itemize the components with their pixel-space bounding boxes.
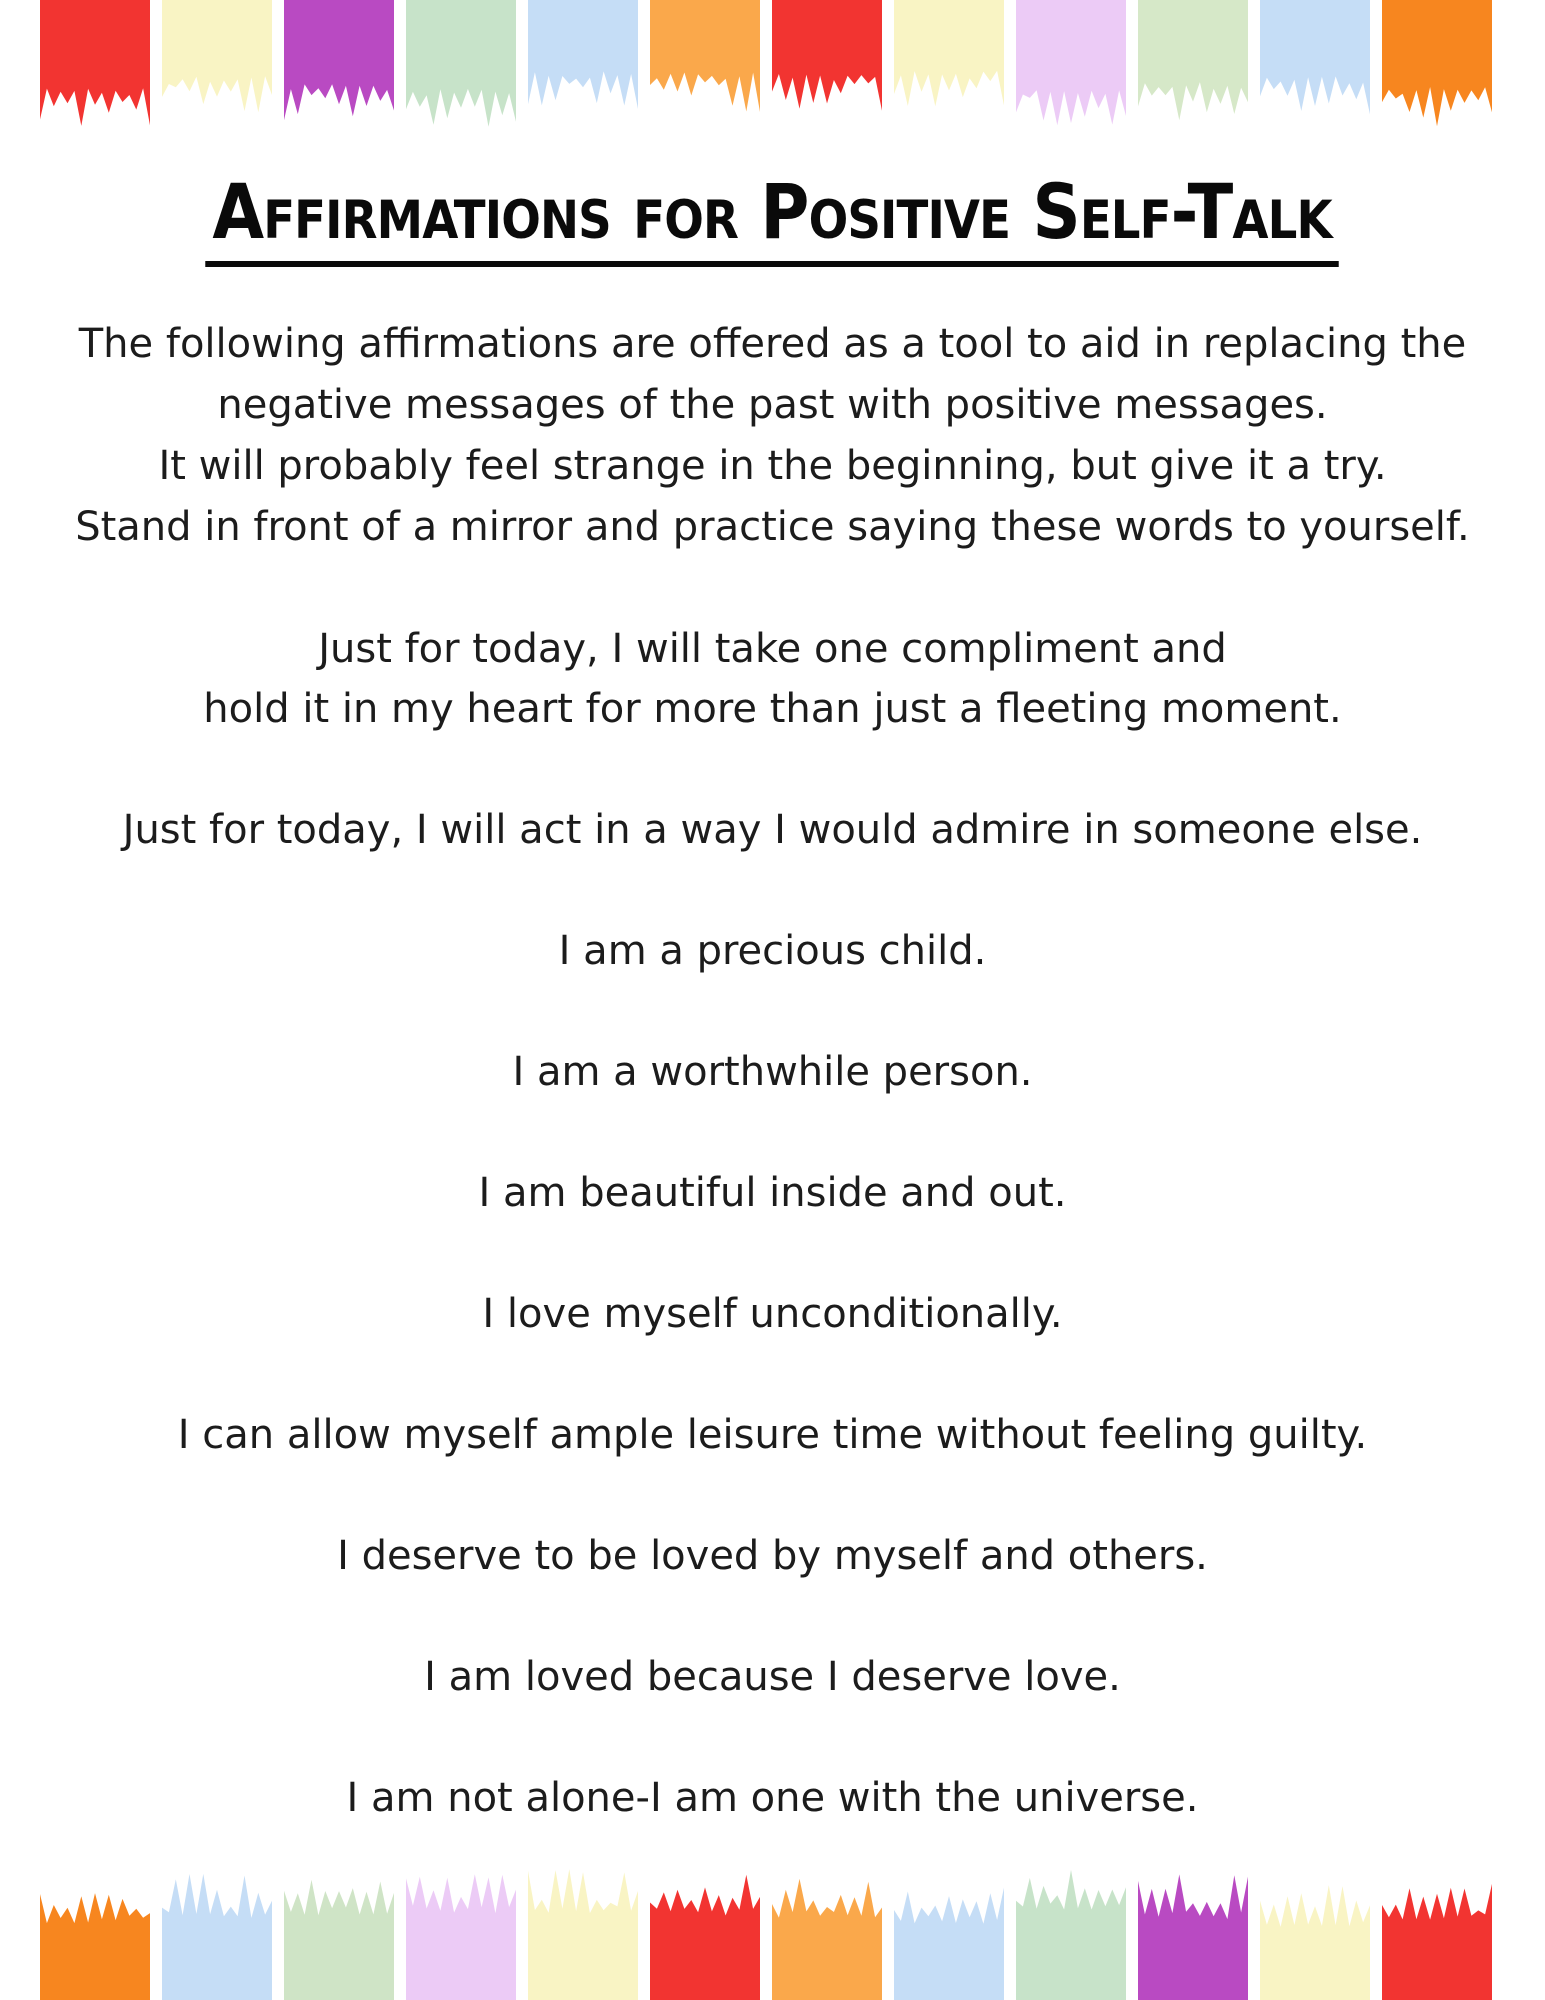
brush-stripe <box>528 0 638 109</box>
top-stripes-graphic <box>0 0 1545 160</box>
brush-stripe <box>528 1869 638 2000</box>
affirmation-1-line-1: Just for today, I will take one compliment and <box>318 626 1227 672</box>
affirmation-3: I am a precious child. <box>558 928 987 974</box>
brush-stripe <box>894 1888 1004 2000</box>
brush-stripe <box>406 1874 516 2000</box>
affirmation-6: I love myself unconditionally. <box>482 1291 1063 1337</box>
brush-stripe <box>1016 1870 1126 2000</box>
intro-line: It will probably feel strange in the beginning, but give it a try. <box>158 443 1387 489</box>
intro-paragraph <box>40 314 1505 558</box>
brush-stripe <box>406 0 516 127</box>
main-content <box>40 314 1505 1828</box>
affirmation-10: I am not alone-I am one with the universe. <box>346 1775 1199 1821</box>
affirmation-1-line-2: hold it in my heart for more than just a fleeting moment. <box>203 686 1342 732</box>
brush-stripe <box>40 1893 150 2000</box>
bottom-stripes-graphic <box>0 1840 1545 2000</box>
bottom-brush-stripes <box>0 1840 1545 2000</box>
title-container <box>0 168 1545 267</box>
intro-line: Stand in front of a mirror and practice saying these words to yourself. <box>75 504 1470 550</box>
brush-stripe <box>284 1880 394 2000</box>
brush-stripe <box>772 0 882 111</box>
affirmation-4: I am a worthwhile person. <box>512 1049 1033 1095</box>
brush-stripe <box>650 0 760 112</box>
affirmation-8: I deserve to be loved by myself and others. <box>337 1533 1208 1579</box>
brush-stripe <box>894 0 1004 106</box>
affirmation-7: I can allow myself ample leisure time without feeling guilty. <box>177 1412 1368 1458</box>
brush-stripe <box>1382 1884 1492 2000</box>
affirmation-5: I am beautiful inside and out. <box>478 1170 1067 1216</box>
brush-stripe <box>284 0 394 120</box>
brush-stripe <box>1138 1874 1248 2000</box>
brush-stripe <box>1260 1885 1370 2000</box>
brush-stripe <box>1138 0 1248 120</box>
affirmation-9: I am loved because I deserve love. <box>424 1654 1121 1700</box>
brush-stripe <box>162 0 272 112</box>
brush-stripe <box>650 1875 760 2000</box>
intro-line: negative messages of the past with positive messages. <box>217 382 1328 428</box>
brush-stripe <box>40 0 150 126</box>
top-brush-stripes <box>0 0 1545 160</box>
brush-stripe <box>162 1874 272 2000</box>
brush-stripe <box>1260 0 1370 114</box>
page-title: Affirmations for Positive Self-Talk <box>206 168 1339 267</box>
brush-stripe <box>772 1879 882 2000</box>
brush-stripe <box>1016 0 1126 125</box>
affirmation-2: Just for today, I will act in a way I would admire in someone else. <box>122 807 1423 853</box>
brush-stripe <box>1382 0 1492 126</box>
intro-line: The following affirmations are offered as a tool to aid in replacing the <box>78 321 1467 367</box>
